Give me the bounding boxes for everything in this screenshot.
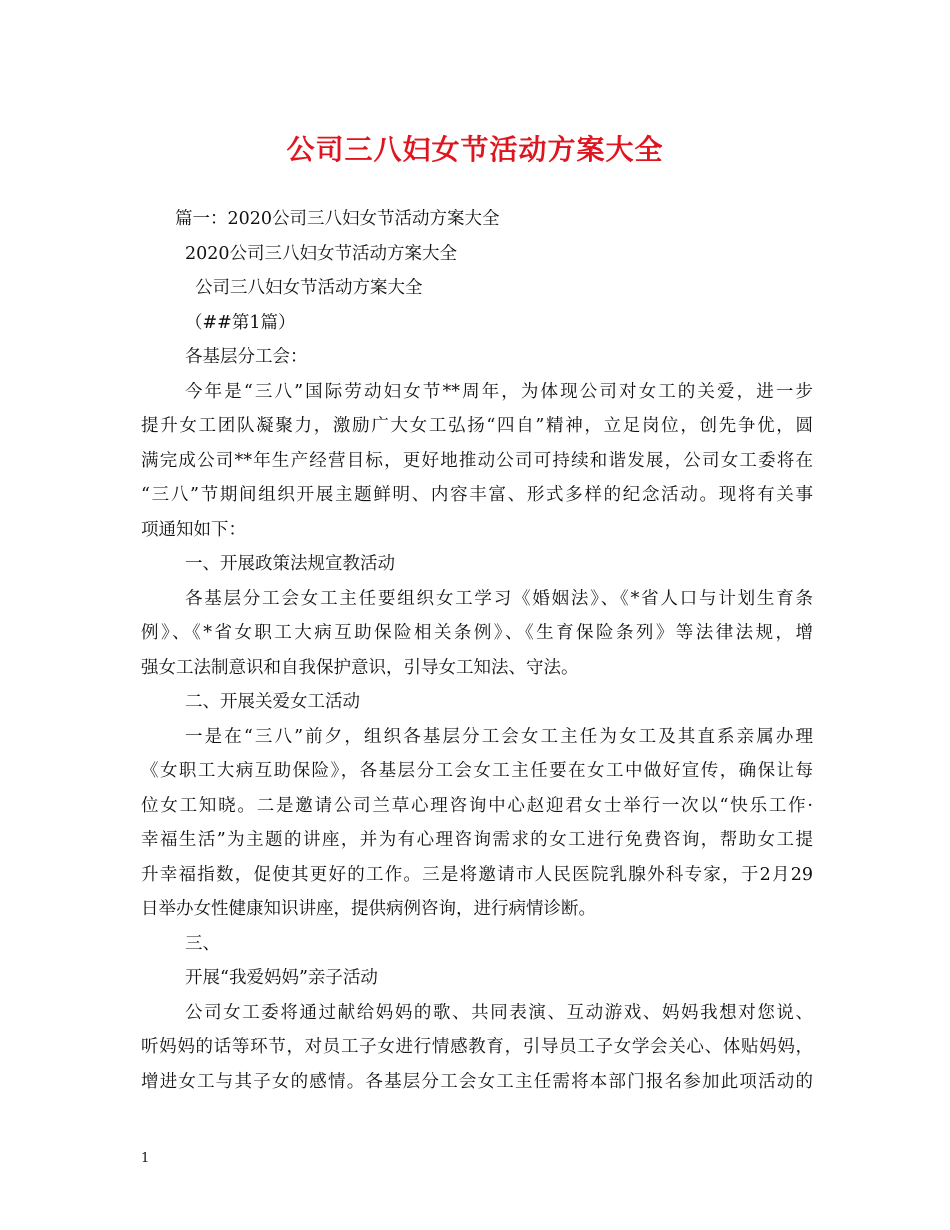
text-line: 2020公司三八妇女节活动方案大全	[185, 244, 458, 264]
text-line: 升幸福指数，促使其更好的工作。三是将邀请市人民医院乳腺外科专家，于2月29	[141, 865, 813, 885]
text-line: 例》、《*省女职工大病互助保险相关条例》、《生育保险条列》等法律法规，增	[141, 623, 813, 643]
text-line: 幸福生活”为主题的讲座，并为有心理咨询需求的女工进行免费咨询，帮助女工提	[141, 830, 813, 850]
text-line: 篇一：2020公司三八妇女节活动方案大全	[175, 209, 500, 229]
text-line: 公司女工委将通过献给妈妈的歌、共同表演、互动游戏、妈妈我想对您说、	[185, 1003, 813, 1023]
text-line: 各基层分工会：	[185, 347, 308, 367]
text-line: 各基层分工会女工主任要组织女工学习《婚姻法》、《*省人口与计划生育条	[185, 589, 813, 609]
section-heading: 一、开展政策法规宣教活动	[185, 554, 395, 574]
section-heading: 开展“我爱妈妈”亲子活动	[185, 968, 378, 988]
text-line: 听妈妈的话等环节，对员工子女进行情感教育，引导员工子女学会关心、体贴妈妈，	[141, 1037, 813, 1057]
text-line: 满完成公司**年生产经营目标，更好地推动公司可持续和谐发展，公司女工委将在	[141, 451, 813, 471]
text-line: “三八”节期间组织开展主题鲜明、内容丰富、形式多样的纪念活动。现将有关事	[141, 485, 813, 505]
text-line: 项通知如下：	[141, 520, 246, 540]
text-line: 《女职工大病互助保险》，各基层分工会女工主任要在女工中做好宣传，确保让每	[141, 761, 813, 781]
section-heading: 二、开展关爱女工活动	[185, 692, 360, 712]
text-line: 增进女工与其子女的感情。各基层分工会女工主任需将本部门报名参加此项活动的	[141, 1072, 813, 1092]
page-number: 1	[141, 1151, 150, 1166]
document-title: 公司三八妇女节活动方案大全	[286, 133, 664, 166]
section-heading: 三、	[185, 934, 220, 954]
text-line: 一是在“三八”前夕，组织各基层分工会女工主任为女工及其直系亲属办理	[185, 727, 813, 747]
text-line: 公司三八妇女节活动方案大全	[195, 278, 423, 298]
text-line: （##第1篇）	[185, 313, 296, 333]
text-line: 提升女工团队凝聚力，激励广大女工弘扬“四自”精神，立足岗位，创先争优，圆	[141, 416, 813, 436]
text-line: 强女工法制意识和自我保护意识，引导女工知法、守法。	[141, 658, 579, 678]
text-line: 位女工知晓。二是邀请公司兰草心理咨询中心赵迎君女士举行一次以“快乐工作·	[141, 796, 813, 816]
text-line: 今年是“三八”国际劳动妇女节**周年，为体现公司对女工的关爱，进一步	[185, 382, 813, 402]
text-line: 日举办女性健康知识讲座，提供病例咨询，进行病情诊断。	[141, 899, 596, 919]
